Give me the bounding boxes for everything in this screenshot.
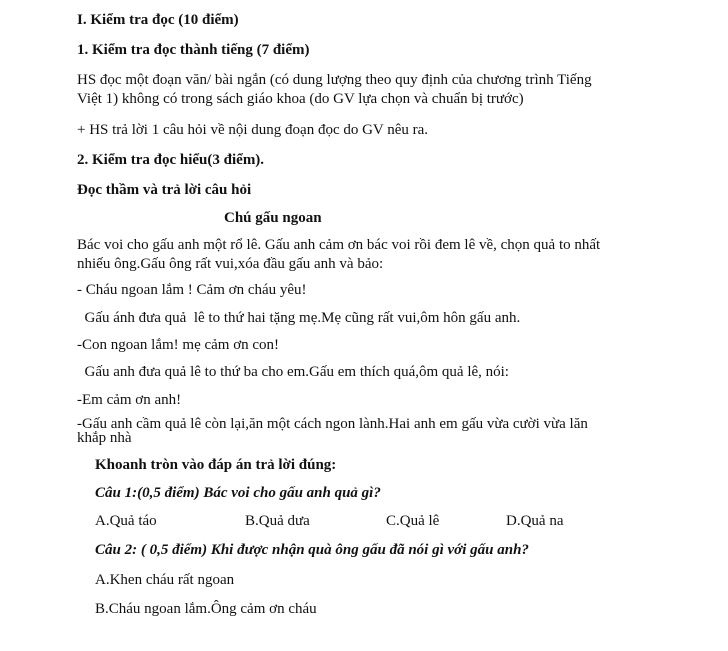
story-line: khắp nhà bbox=[77, 430, 132, 446]
q2-option-b[interactable]: B.Cháu ngoan lắm.Ông cảm ơn cháu bbox=[95, 601, 317, 617]
task-instruction: Khoanh tròn vào đáp án trả lời đúng: bbox=[95, 457, 337, 473]
q1-option-b[interactable]: B.Quả dưa bbox=[245, 513, 310, 529]
story-line: Bác voi cho gấu anh một rổ lê. Gấu anh cảm ơn bác voi rồi đem lê về, chọn quả to nhất bbox=[77, 237, 601, 253]
part1-paragraph-line2: Việt 1) không có trong sách giáo khoa (do GV lựa chọn và chuẩn bị trước) bbox=[77, 91, 524, 107]
story-line: - Cháu ngoan lắm ! Cảm ơn cháu yêu! bbox=[77, 282, 307, 298]
story-line: nhiếu ông.Gấu ông rất vui,xóa đầu gấu anh và bảo: bbox=[77, 256, 384, 272]
story-line: Gấu anh đưa quả lê to thứ ba cho em.Gấu em thích quá,ôm quả lê, nói: bbox=[77, 364, 509, 380]
part1-title: 1. Kiểm tra đọc thành tiếng (7 điểm) bbox=[77, 42, 310, 58]
story-title: Chú gấu ngoan bbox=[224, 210, 322, 226]
story-line: -Em cảm ơn anh! bbox=[77, 392, 182, 408]
part2-instruction: Đọc thầm và trả lời câu hỏi bbox=[77, 182, 252, 198]
section-title: I. Kiểm tra đọc (10 điểm) bbox=[77, 12, 239, 28]
story-line: Gấu ánh đưa quả lê to thứ hai tặng mẹ.Mẹ cũng rất vui,ôm hôn gấu anh. bbox=[77, 310, 521, 326]
q1-option-a[interactable]: A.Quả táo bbox=[95, 513, 157, 529]
question-2: Câu 2: ( 0,5 điểm) Khi được nhận quà ông gấu đã nói gì với gấu anh? bbox=[95, 542, 529, 558]
part1-note: + HS trả lời 1 câu hỏi về nội dung đoạn đọc do GV nêu ra. bbox=[77, 122, 429, 138]
story-line: -Gấu anh cầm quả lê còn lại,ăn một cách ngon lành.Hai anh em gấu vừa cười vừa lăn bbox=[77, 416, 588, 432]
q1-option-d[interactable]: D.Quả na bbox=[506, 513, 564, 529]
question-1: Câu 1:(0,5 điểm) Bác voi cho gấu anh quả gì? bbox=[95, 485, 381, 501]
story-line: -Con ngoan lắm! mẹ cảm ơn con! bbox=[77, 337, 280, 353]
q1-option-c[interactable]: C.Quả lê bbox=[386, 513, 440, 529]
q2-option-a[interactable]: A.Khen cháu rất ngoan bbox=[95, 572, 235, 588]
part2-title: 2. Kiểm tra đọc hiểu(3 điểm). bbox=[77, 152, 265, 168]
part1-paragraph-line1: HS đọc một đoạn văn/ bài ngắn (có dung lượng theo quy định của chương trình Tiếng bbox=[77, 72, 592, 88]
